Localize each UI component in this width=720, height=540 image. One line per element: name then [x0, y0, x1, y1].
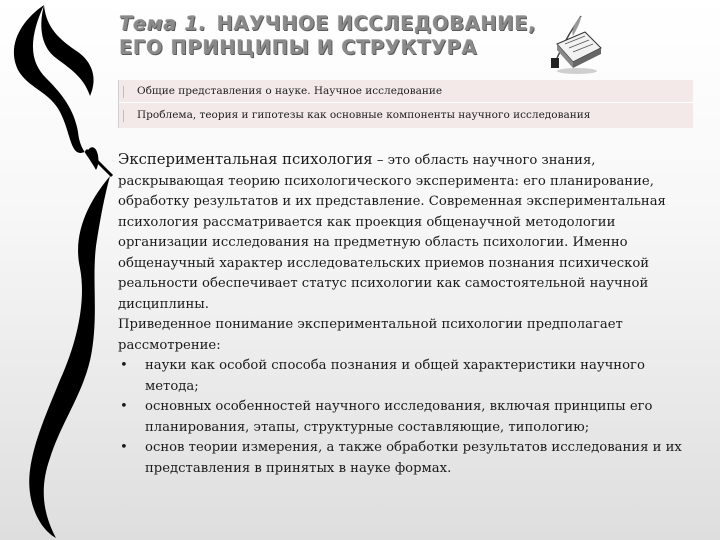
lead-term: Экспериментальная психология: [118, 151, 373, 168]
bullet-icon: •: [120, 440, 128, 455]
list-item-text: науки как особой способа познания и общей характеристики научного метода;: [145, 358, 645, 394]
list-item-text: основных особенностей научного исследования, включая принципы его планирования, этапы, структурные составляющие, типологию;: [145, 399, 653, 435]
main-content: [118, 150, 698, 479]
list-item: [118, 438, 698, 479]
list-item: [118, 397, 698, 438]
bullet-icon: •: [120, 399, 128, 414]
scope-paragraph: Приведенное понимание экспериментальной психологии предполагает рассмотрение:: [118, 317, 623, 353]
list-item: [118, 356, 698, 397]
scope-list: [118, 356, 698, 479]
menu-item-marker: [123, 86, 124, 98]
menu-item-problem-theory[interactable]: [119, 104, 693, 127]
title-topic-label: Тема 1.: [119, 12, 207, 35]
bullet-icon: •: [120, 358, 128, 373]
menu-item-label: Проблема, теория и гипотезы как основные компоненты научного исследования: [137, 109, 591, 121]
topic-menu: [118, 80, 693, 128]
menu-item-marker: [123, 110, 124, 122]
definition-text: – это область научного знания, раскрывающая теорию психологического эксперимента: его планирование, обработку результатов и их представление. Современная экспериментальная психология рассматривается как проекция общенаучной методологии организации исследования на предметную область психологии. Именно общенаучный характер исследовательских приемов познания психической реальности обеспечивает статус психологии как самостоятельной научной дисциплины.: [118, 153, 666, 312]
list-item-text: основ теории измерения, а также обработки результатов исследования и их представления в принятых в науке формах.: [145, 440, 682, 476]
page-title: [119, 12, 539, 60]
calligraphic-swirl-icon: [0, 0, 118, 540]
menu-item-label: Общие представления о науке. Научное исследование: [137, 85, 443, 97]
title-line-1: НАУЧНОЕ ИССЛЕДОВАНИЕ,: [216, 12, 537, 35]
book-with-quill-icon: [543, 14, 603, 76]
title-line-2: ЕГО ПРИНЦИПЫ И СТРУКТУРА: [119, 36, 478, 59]
definition-paragraph: [118, 150, 698, 315]
menu-item-science-overview[interactable]: [119, 80, 693, 103]
